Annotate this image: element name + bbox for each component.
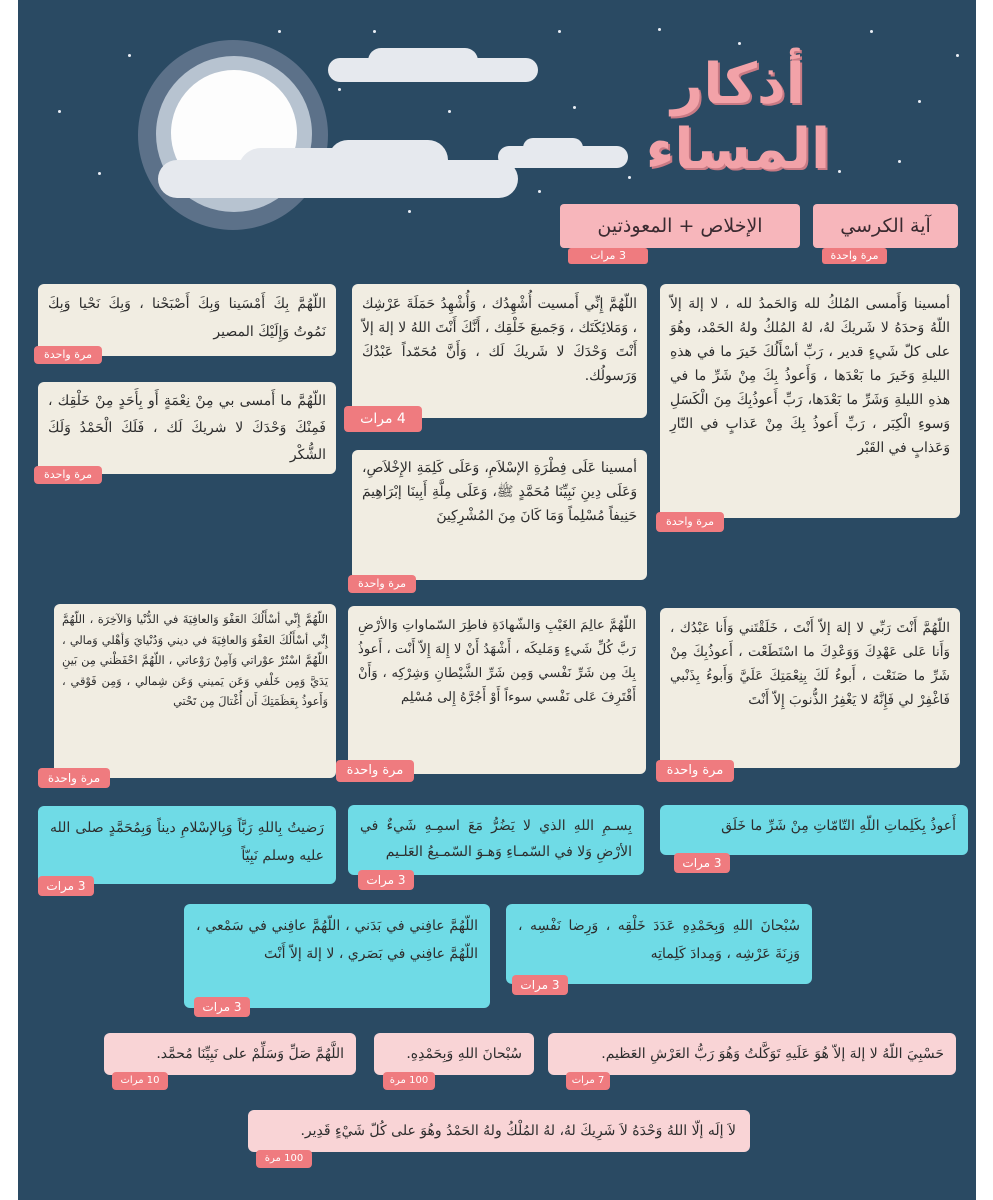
star — [898, 160, 901, 163]
poster — [18, 0, 976, 1200]
dhikr-text: اللّهُمَّ أَنْتَ رَبِّي لا إلهَ إلاّ أَنْتَ ، خَلَقْتَني وَأَنا عَبْدُك ، وَأَنا عَلى عَهْدِكَ وَوَعْدِكَ ما اسْتَطَعْت ، أَعوذُبِكَ مِنْ شَرِّ ما صَنَعْت ، أَبوءُ لَكَ بِنِعْمَتِكَ عَلَيَّ وَأَبوءُ بِذَنْبي فَاغْفِرْ لي فَإِنَّهُ لا يَغْفِرُ الذُّنوبَ إِلاّ أَنْتَ — [670, 620, 950, 708]
count-badge: 7 مرات — [566, 1072, 610, 1090]
count-badge: 3 مرات — [38, 876, 94, 896]
star — [573, 106, 576, 109]
dhikr-text: رَضيتُ بِاللهِ رَبَّاً وَبِالإسْلامِ ديناً وَبِمُحَمَّدٍ صلى الله عليه وسلم نَبِيّاً — [50, 820, 324, 864]
cloud-icon — [368, 48, 478, 74]
star — [98, 172, 101, 175]
page-title: أذكار المساء — [645, 52, 831, 182]
dhikr-text: سُبْحانَ اللهِ وَبِحَمْدِهِ. — [406, 1046, 522, 1062]
count-badge: مرة واحدة — [34, 466, 102, 484]
dhikr-text: أمسينا عَلَى فِطْرَةِ الإسْلاَمِ، وَعَلَى كَلِمَةِ الإِخْلاَصِ، وَعَلَى دِينِ نَبِيِّنَا مُحَمَّدٍ ﷺ، وَعَلَى مِلَّةِ أَبِينَا إبْرَاهِيمَ حَنِيفاً مُسْلِماً وَمَا كَانَ مِنَ المُشْرِكِينَ — [362, 460, 637, 524]
dhikr-text: لاَ إلَه إلّا اللهُ وَحْدَهُ لاَ شَرِيكَ لهُ، لهُ المُلْكُ ولهُ الحَمْدُ وهُوَ على كُلّ شَيْءٍ قَدِير. — [300, 1123, 736, 1139]
star — [558, 30, 561, 33]
star — [278, 30, 281, 33]
dhikr-card — [660, 608, 960, 768]
cloud-icon — [523, 138, 583, 158]
dhikr-card — [248, 1110, 750, 1152]
star — [838, 170, 841, 173]
star — [58, 110, 61, 113]
count-badge: 3 مرات — [568, 248, 648, 264]
label-ikhlas-muawwidhatain: الإخلاص + المعوذتين — [560, 204, 800, 248]
dhikr-text: اللّهُمَّ إِنِّي أسْأَلُكَ العَفْوَ وَالعافِيَةَ في الدُّنْيا وَالآخِرَة ، اللّهُمَّ إِنِّي أسْأَلُكَ العَفْوَ وَالعافِيَةَ في ديني وَدُنْيايَ وَأهْلي وَمالي ، اللّهُمَّ اسْتُرْ عوْراتي وَآمِنْ رَوْعاتي ، اللّهُمَّ احْفَظْني مِن بَينِ يَدَيَّ وَمِن خَلْفي وَعَن يَميني وَعَن شِمالي ، وَمِن فَوْقي ، وَأَعوذُ بِعَظَمَتِكَ أَن أُغْتالَ مِن تَحْتي — [62, 613, 328, 708]
count-badge: 10 مرات — [112, 1072, 168, 1090]
dhikr-card — [660, 284, 960, 518]
cloud-icon — [328, 140, 448, 180]
dhikr-text: اللّهُمَّ بِكَ أَمْسَينا وَبِكَ أَصْبَحْنا ، وَبِكَ نَحْيا وَبِكَ نَمُوتُ وَإِلَيْكَ المصير — [48, 296, 326, 340]
count-badge: 3 مرات — [674, 853, 730, 873]
dhikr-text: أَعوذُ بِكَلِماتِ اللّهِ التّامّاتِ مِنْ شَرِّ ما خَلَق — [721, 818, 956, 834]
dhikr-card — [374, 1033, 534, 1075]
count-badge: مرة واحدة — [336, 760, 414, 782]
star — [373, 30, 376, 33]
count-badge: مرة واحدة — [656, 760, 734, 782]
count-badge: 3 مرات — [512, 975, 568, 995]
count-badge: مرة واحدة — [822, 248, 887, 264]
star — [128, 54, 131, 57]
dhikr-card — [548, 1033, 956, 1075]
dhikr-text: حَسْبِيَ اللّهُ لا إلهَ إلاّ هُوَ عَلَيهِ تَوَكَّلتُ وَهُوَ رَبُّ العَرْشِ العَظيم. — [601, 1046, 944, 1062]
star — [870, 30, 873, 33]
count-badge: مرة واحدة — [34, 346, 102, 364]
star — [448, 110, 451, 113]
star — [338, 88, 341, 91]
label-ayat-alkursi: آية الكرسي — [813, 204, 958, 248]
dhikr-text: اللّهُمَّ إِنِّي أَمسيت أُشْهِدُك ، وَأُشْهِدُ حَمَلَةَ عَرْشِك ، وَمَلائِكَتَك ، وَجَميعَ خَلْقِك ، أَنَّكَ أَنْتَ اللهُ لا إلهَ إلاّ أَنْتَ وَحْدَكَ لا شَريكَ لَك ، وَأَنَّ مُحَمّداً عَبْدُكَ وَرَسولُك. — [362, 296, 637, 384]
dhikr-card — [348, 805, 644, 875]
dhikr-card — [660, 805, 968, 855]
star — [918, 100, 921, 103]
dhikr-text: أمسينا وَأَمسى المُلكُ لله وَالحَمدُ لله ، لا إلهَ إلاّ اللّهُ وَحدَهُ لا شَريكَ لهُ، لهُ المُلكُ ولهُ الحَمْد، وهُوَ على كلّ شَيءٍ قدير ، رَبِّ أسْأَلُكَ خَيرَ ما في هذهِ الليلةِ وَخَيرَ ما بَعْدَها ، وَأَعوذُ بِكَ مِنْ شَرِّ ما في هذهِ الليلةِ وَشَرِّ ما بَعْدَها، رَبِّ أَعوذُبِكَ مِنَ الْكَسَلِ وَسوءِ الْكِبَر ، رَبِّ أَعوذُ بِكَ مِنْ عَذابٍ في النّارِ وَعَذابٍ في القَبْر — [670, 296, 950, 456]
dhikr-text: بِسـمِ اللهِ الذي لا يَضُرُّ مَعَ اسمِـهِ شَيءٌ في الأرْضِ وَلا في السّمـاءِ وَهـوَ السّمـيعُ العَلـيم — [360, 818, 632, 860]
dhikr-text: اللّهُمَّ عالِمَ الغَيْبِ وَالشّهادَةِ فاطِرَ السّماواتِ وَالأرْضِ رَبَّ كُلِّ شَيءٍ وَمَليكَه ، أَشْهَدُ أَنْ لا إِلهَ إِلاّ أَنْت ، أَعوذُ بِكَ مِن شَرِّ نَفْسي وَمِن شَرِّ الشَّيْطانِ وَشِرْكِه ، وَأَنْ أَقْتَرِفَ عَلى نَفْسي سوءاً أَوْ أَجُرَّهُ إِلى مُسْلِم — [358, 618, 636, 705]
dhikr-card — [104, 1033, 356, 1075]
count-badge: 100 مرة — [383, 1072, 435, 1090]
count-badge: مرة واحدة — [656, 512, 724, 532]
star — [956, 54, 959, 57]
star — [628, 176, 631, 179]
dhikr-text: اللّهُمَّ عافِني في بَدَني ، اللّهُمَّ عافِني في سَمْعي ، اللّهُمَّ عافِني في بَصَري ، لا إلهَ إلاّ أَنْتَ — [196, 918, 478, 962]
count-badge: 100 مرة — [256, 1150, 312, 1168]
star — [408, 210, 411, 213]
count-badge: مرة واحدة — [348, 575, 416, 593]
star — [738, 42, 741, 45]
dhikr-card — [352, 284, 647, 418]
count-badge: 3 مرات — [358, 870, 414, 890]
dhikr-text: اللَّهُمَّ صَلِّ وَسَلِّمْ على نَبِيِّنَا مُحمَّد. — [156, 1046, 344, 1062]
count-badge: 4 مرات — [344, 406, 422, 432]
dhikr-text: سُبْحانَ اللهِ وَبِحَمْدِهِ عَدَدَ خَلْقِه ، وَرِضا نَفْسِه ، وَزِنَةَ عَرْشِه ، وَمِدادَ كَلِماتِه — [518, 918, 800, 962]
dhikr-text: اللّهُمَّ ما أَمسى بي مِنْ نِعْمَةٍ أَو بِأَحَدٍ مِنْ خَلْقِك ، فَمِنْكَ وَحْدَكَ لا شريكَ لَك ، فَلَكَ الْحَمْدُ وَلَكَ الشُّكْر — [48, 393, 326, 463]
count-badge: مرة واحدة — [38, 768, 110, 788]
dhikr-card — [38, 806, 336, 884]
count-badge: 3 مرات — [194, 997, 250, 1017]
star — [538, 190, 541, 193]
dhikr-card — [352, 450, 647, 580]
dhikr-card — [184, 904, 490, 1008]
dhikr-card — [38, 382, 336, 474]
dhikr-card — [506, 904, 812, 984]
dhikr-card — [54, 604, 336, 778]
star — [658, 28, 661, 31]
dhikr-card — [348, 606, 646, 774]
